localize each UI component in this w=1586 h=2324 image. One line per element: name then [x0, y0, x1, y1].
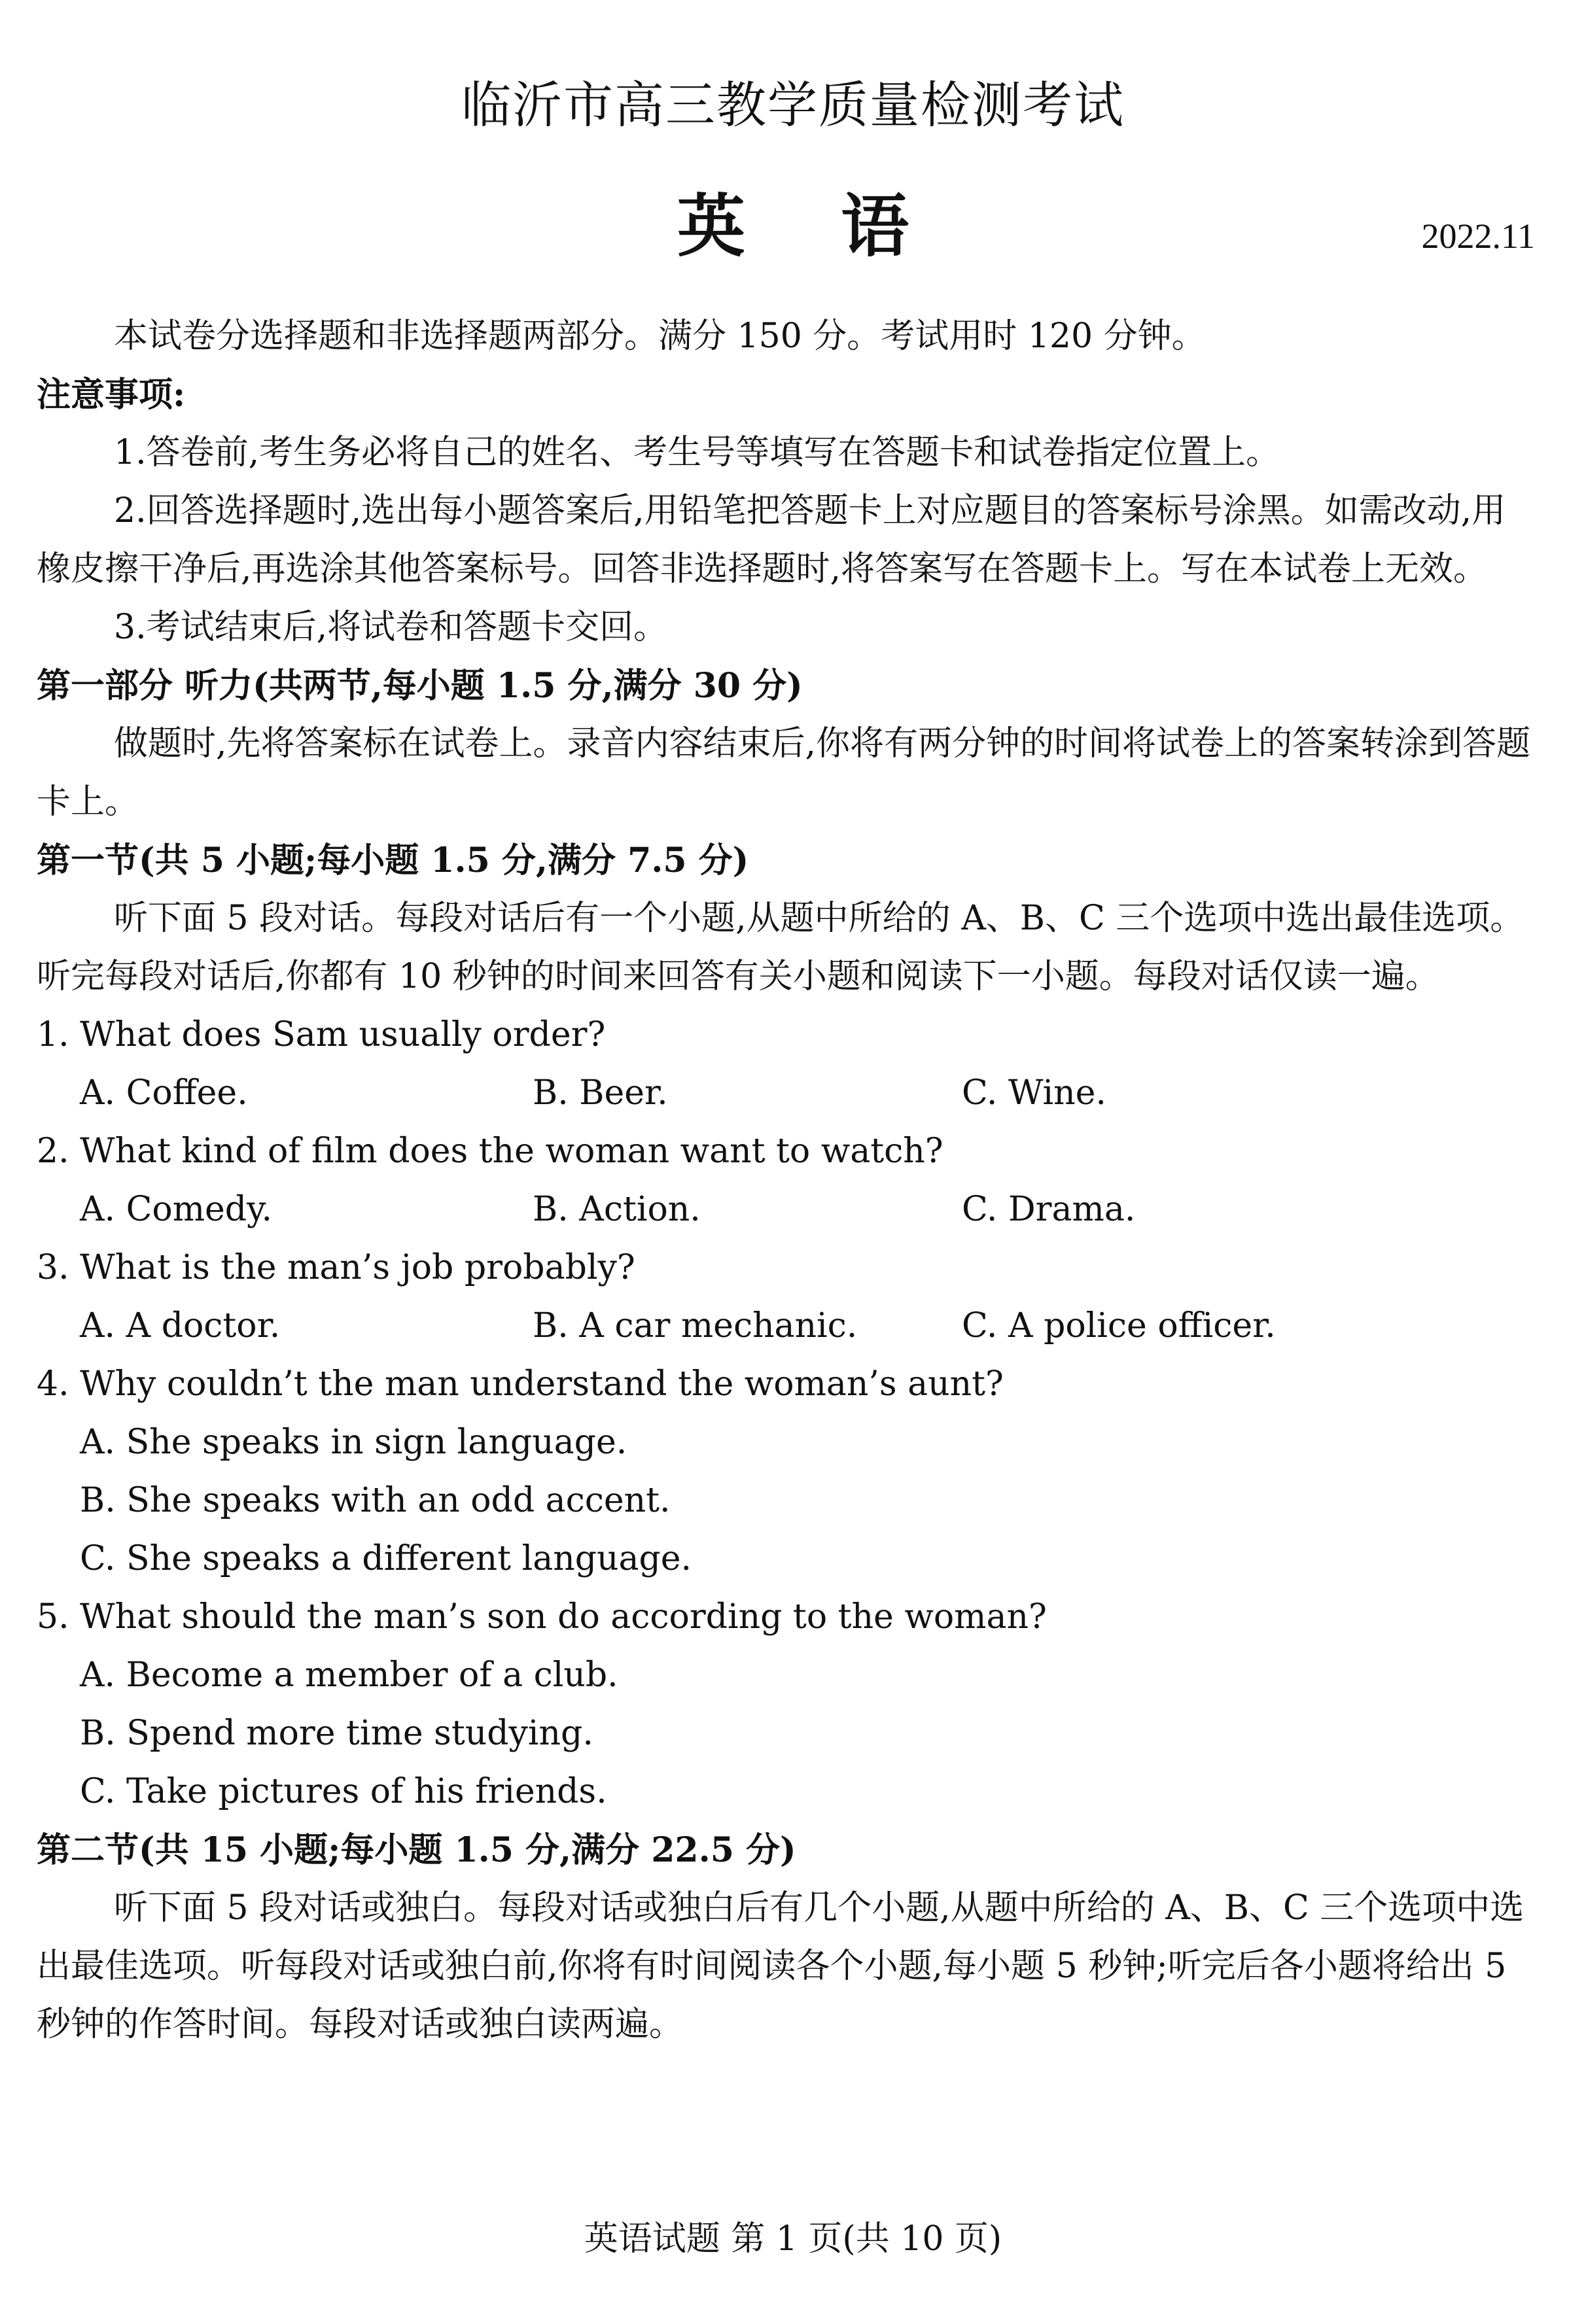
option-b: B. Spend more time studying.: [80, 1714, 593, 1753]
option-a: A. Become a member of a club.: [80, 1656, 618, 1695]
section2-instruction: 听下面 5 段对话或独白。每段对话或独白后有几个小题,从题中所给的 A、B、C 三个选项中选出最佳选项。听每段对话或独白前,你将有时间阅读各个小题,每小题 5 秒钟;听完后各小题将给出 5 秒钟的作答时间。每段对话或独白读两遍。: [37, 1888, 1524, 2044]
question-2-options: [37, 1181, 1538, 1239]
option-b: B. Beer.: [533, 1073, 668, 1113]
question-2: 2. What kind of film does the woman want to watch?: [37, 1132, 943, 1171]
option-b: B. Action.: [533, 1190, 701, 1229]
section1-heading: 第一节(共 5 小题;每小题 1.5 分,满分 7.5 分): [37, 841, 749, 880]
notice-heading: 注意事项:: [37, 375, 186, 415]
part1-instruction: 做题时,先将答案标在试卷上。录音内容结束后,你将有两分钟的时间将试卷上的答案转涂到答题卡上。: [37, 724, 1531, 822]
option-a: A. She speaks in sign language.: [80, 1423, 627, 1462]
option-a: A. Coffee.: [80, 1073, 248, 1113]
option-a: A. A doctor.: [80, 1306, 281, 1345]
option-b: B. A car mechanic.: [533, 1306, 858, 1345]
option-c: C. Drama.: [962, 1190, 1136, 1229]
option-a: A. Comedy.: [80, 1190, 273, 1229]
question-5: 5. What should the man’s son do according to the woman?: [37, 1597, 1047, 1637]
option-c: C. Take pictures of his friends.: [80, 1772, 607, 1811]
question-3: 3. What is the man’s job probably?: [37, 1248, 635, 1287]
intro-text: 本试卷分选择题和非选择题两部分。满分 150 分。考试用时 120 分钟。: [114, 317, 1206, 356]
question-3-options: [37, 1297, 1538, 1355]
notice-item-1: 1.答卷前,考生务必将自己的姓名、考生号等填写在答题卡和试卷指定位置上。: [114, 433, 1280, 472]
section2-heading: 第二节(共 15 小题;每小题 1.5 分,满分 22.5 分): [37, 1830, 796, 1870]
question-1-options: [37, 1064, 1538, 1122]
option-c: C. She speaks a different language.: [80, 1539, 692, 1578]
notice-item-3: 3.考试结束后,将试卷和答题卡交回。: [114, 608, 668, 647]
section1-instruction: 听下面 5 段对话。每段对话后有一个小题,从题中所给的 A、B、C 三个选项中选出最佳选项。听完每段对话后,你都有 10 秒钟的时间来回答有关小题和阅读下一小题。每段对话仅读一遍。: [37, 899, 1524, 996]
option-b: B. She speaks with an odd accent.: [80, 1481, 671, 1520]
subject-title: 英 语: [677, 186, 909, 266]
option-c: C. A police officer.: [962, 1306, 1276, 1345]
exam-content: [37, 307, 1538, 2054]
exam-title: 临沂市高三教学质量检测考试: [461, 76, 1125, 134]
exam-date: 2022.11: [1421, 217, 1535, 256]
notice-item-2: 2.回答选择题时,选出每小题答案后,用铅笔把答题卡上对应题目的答案标号涂黑。如需改动,用橡皮擦干净后,再选涂其他答案标号。回答非选择题时,将答案写在答题卡上。写在本试卷上无效。: [37, 491, 1506, 589]
question-1: 1. What does Sam usually order?: [37, 1015, 606, 1054]
part1-heading: 第一部分 听力(共两节,每小题 1.5 分,满分 30 分): [37, 666, 803, 706]
question-4: 4. Why couldn’t the man understand the woman’s aunt?: [37, 1364, 1004, 1404]
option-c: C. Wine.: [962, 1073, 1106, 1113]
page-footer: 英语试题 第 1 页(共 10 页): [584, 2219, 1002, 2259]
